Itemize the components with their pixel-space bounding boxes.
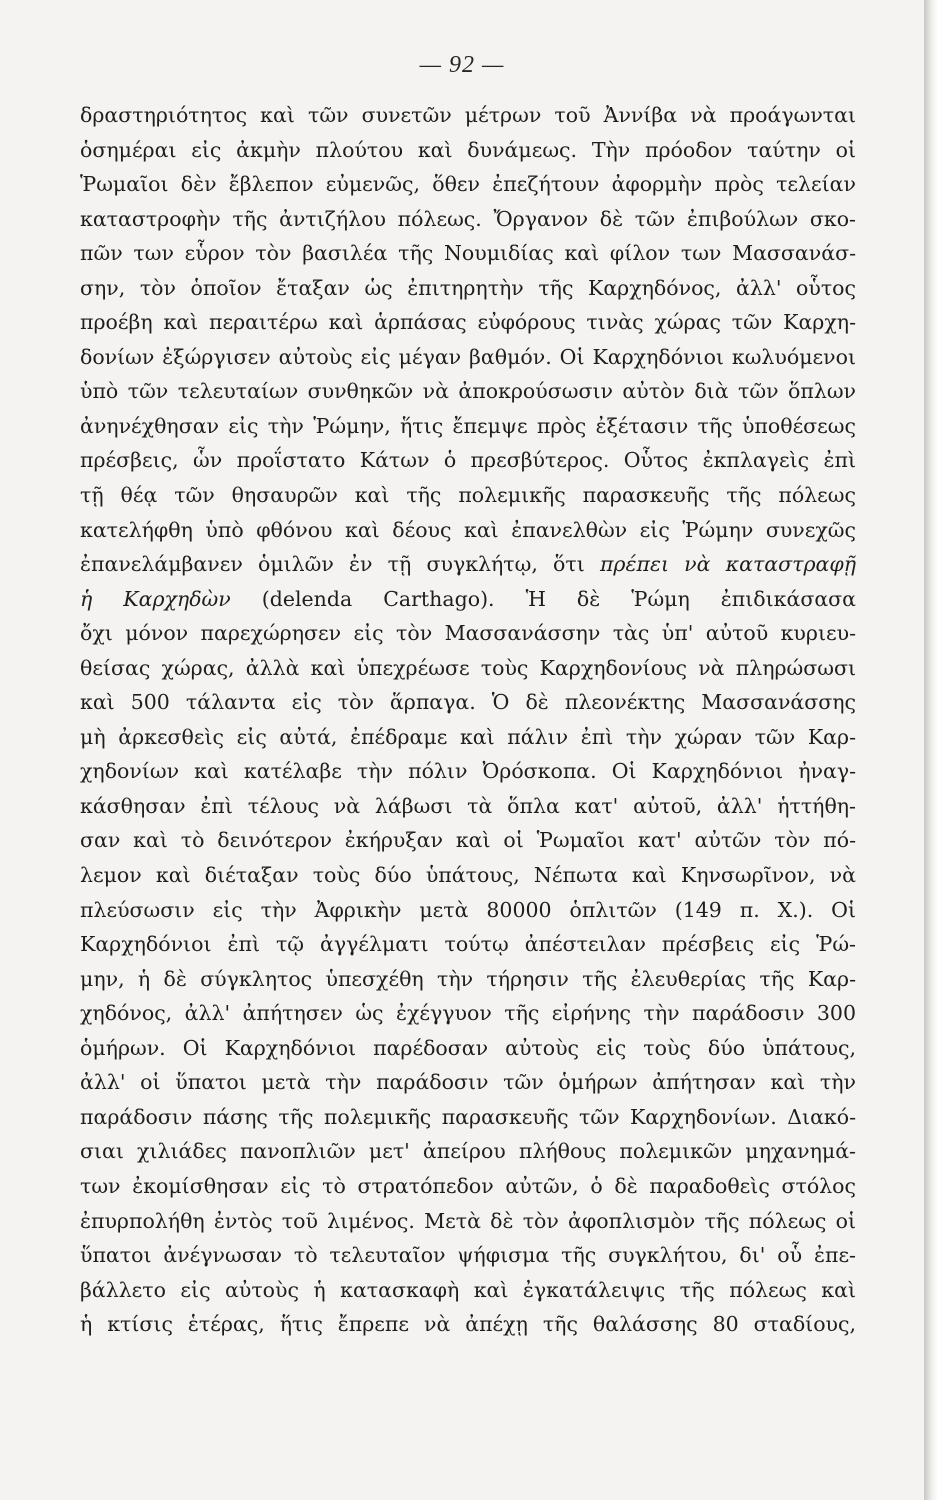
text-line: μην, ἡ δὲ σύγκλητος ὑπεσχέθη τὴν τήρησιν τῆς ἐλευθερίας τῆς Καρ-: [80, 966, 856, 991]
text-line: ὁσημέραι εἰς ἀκμὴν πλούτου καὶ δυνάμεως. Τὴν πρόοδον ταύτην οἱ: [80, 137, 856, 162]
italic-phrase: ἡ Καρχηδὼν: [80, 586, 231, 611]
text-line: ἡ κτίσις ἑτέρας, ἥτις ἔπρεπε νὰ ἀπέχῃ τῆς θαλάσσης 80 σταδίους,: [80, 1312, 856, 1337]
text-line: πρέσβεις, ὧν προΐστατο Κάτων ὁ πρεσβύτερος. Οὗτος ἐκπλαγεὶς ἐπὶ: [80, 448, 856, 473]
text-line: θείσας χώρας, ἀλλὰ καὶ ὑπεχρέωσε τοὺς Καρχηδονίους νὰ πληρώσωσι: [80, 655, 856, 680]
text-line: μὴ ἀρκεσθεὶς εἰς αὐτά, ἐπέδραμε καὶ πάλιν ἐπὶ τὴν χώραν τῶν Καρ-: [80, 724, 856, 749]
text-line: ἀνηνέχθησαν εἰς τὴν Ῥώμην, ἥτις ἔπεμψε πρὸς ἐξέτασιν τῆς ὑποθέσεως: [80, 413, 856, 438]
text-line: πλεύσωσιν εἰς τὴν Ἀφρικὴν μετὰ 80000 ὁπλιτῶν (149 π. Χ.). Οἱ: [80, 897, 856, 922]
text-line: παράδοσιν πάσης τῆς πολεμικῆς παρασκευῆς τῶν Καρχηδονίων. Διακό-: [80, 1104, 856, 1129]
text-line: ὄχι μόνον παρεχώρησεν εἰς τὸν Μασσανάσσην τὰς ὑπ' αὐτοῦ κυριευ-: [80, 621, 856, 646]
text-line: χηδονίων καὶ κατέλαβε τὴν πόλιν Ὀρόσκοπα. Οἱ Καρχηδόνιοι ἠναγ-: [80, 759, 856, 784]
text-line: δραστηριότητος καὶ τῶν συνετῶν μέτρων τοῦ Ἀννίβα νὰ προάγωνται: [80, 103, 856, 127]
text-line: κάσθησαν ἐπὶ τέλους νὰ λάβωσι τὰ ὅπλα κατ' αὐτοῦ, ἀλλ' ἡττήθη-: [80, 793, 856, 818]
body-text: [80, 98, 856, 1342]
text-line: λεμον καὶ διέταξαν τοὺς δύο ὑπάτους, Νέπωτα καὶ Κηνσωρῖνον, νὰ: [80, 863, 856, 888]
text-line: σαν καὶ τὸ δεινότερον ἐκήρυξαν καὶ οἱ Ῥωμαῖοι κατ' αὐτῶν τὸν πό-: [80, 828, 856, 853]
text-line: κατελήφθη ὑπὸ φθόνου καὶ δέους καὶ ἐπανελθὼν εἰς Ῥώμην συνεχῶς: [80, 517, 856, 542]
text-line: ἡ Καρχηδὼν (delenda Carthago). Ἡ δὲ Ῥώμη ἐπιδικάσασα: [80, 586, 856, 611]
page-edge: [924, 0, 938, 1500]
text-line: δονίων ἐξώργισεν αὐτοὺς εἰς μέγαν βαθμόν. Οἱ Καρχηδόνιοι κωλυόμενοι: [80, 344, 856, 369]
text-line: ἐπανελάμβανεν ὁμιλῶν ἐν τῇ συγκλήτῳ, ὅτι πρέπει νὰ καταστραφῇ: [80, 552, 856, 577]
text-line: καταστροφὴν τῆς ἀντιζήλου πόλεως. Ὄργανον δὲ τῶν ἐπιβούλων σκο-: [80, 206, 856, 231]
text-line: πῶν των εὗρον τὸν βασιλέα τῆς Νουμιδίας καὶ φίλον των Μασσανάσ-: [80, 241, 856, 266]
page-number: — 92 —: [419, 52, 505, 78]
text-line: ἐπυρπολήθη ἐντὸς τοῦ λιμένος. Μετὰ δὲ τὸν ἀφοπλισμὸν τῆς πόλεως οἱ: [80, 1208, 856, 1233]
text-line: ὑπὸ τῶν τελευταίων συνθηκῶν νὰ ἀποκρούσωσιν αὐτὸν διὰ τῶν ὅπλων: [80, 379, 856, 404]
text-line: των ἐκομίσθησαν εἰς τὸ στρατόπεδον αὐτῶν, ὁ δὲ παραδοθεὶς στόλος: [80, 1173, 856, 1198]
text-line: βάλλετο εἰς αὐτοὺς ἡ κατασκαφὴ καὶ ἐγκατάλειψις τῆς πόλεως καὶ: [80, 1277, 856, 1302]
text-line: καὶ 500 τάλαντα εἰς τὸν ἅρπαγα. Ὁ δὲ πλεονέκτης Μασσανάσσης: [80, 690, 856, 715]
italic-phrase: πρέπει νὰ καταστραφῇ: [599, 552, 856, 577]
text-line: προέβη καὶ περαιτέρω καὶ ἁρπάσας εὐφόρους τινὰς χώρας τῶν Καρχη-: [80, 310, 856, 335]
text-line: ἀλλ' οἱ ὕπατοι μετὰ τὴν παράδοσιν τῶν ὁμήρων ἀπήτησαν καὶ τὴν: [80, 1070, 856, 1095]
text-line: σιαι χιλιάδες πανοπλιῶν μετ' ἀπείρου πλήθους πολεμικῶν μηχανημά-: [80, 1139, 856, 1164]
text-line: τῇ θέᾳ τῶν θησαυρῶν καὶ τῆς πολεμικῆς παρασκευῆς τῆς πόλεως: [80, 483, 856, 508]
text-line: χηδόνος, ἀλλ' ἀπήτησεν ὡς ἐχέγγυον τῆς εἰρήνης τὴν παράδοσιν 300: [80, 1001, 856, 1026]
text-line: Καρχηδόνιοι ἐπὶ τῷ ἀγγέλματι τούτῳ ἀπέστειλαν πρέσβεις εἰς Ῥώ-: [80, 932, 856, 957]
text-line: σην, τὸν ὁποῖον ἔταξαν ὡς ἐπιτηρητὴν τῆς Καρχηδόνος, ἀλλ' οὗτος: [80, 275, 856, 300]
text-line: ὁμήρων. Οἱ Καρχηδόνιοι παρέδοσαν αὐτοὺς εἰς τοὺς δύο ὑπάτους,: [80, 1035, 856, 1060]
text-line: ὕπατοι ἀνέγνωσαν τὸ τελευταῖον ψήφισμα τῆς συγκλήτου, δι' οὗ ἐπε-: [80, 1243, 856, 1268]
text-line: Ῥωμαῖοι δὲν ἔβλεπον εὐμενῶς, ὅθεν ἐπεζήτουν ἀφορμὴν πρὸς τελείαν: [80, 172, 856, 197]
